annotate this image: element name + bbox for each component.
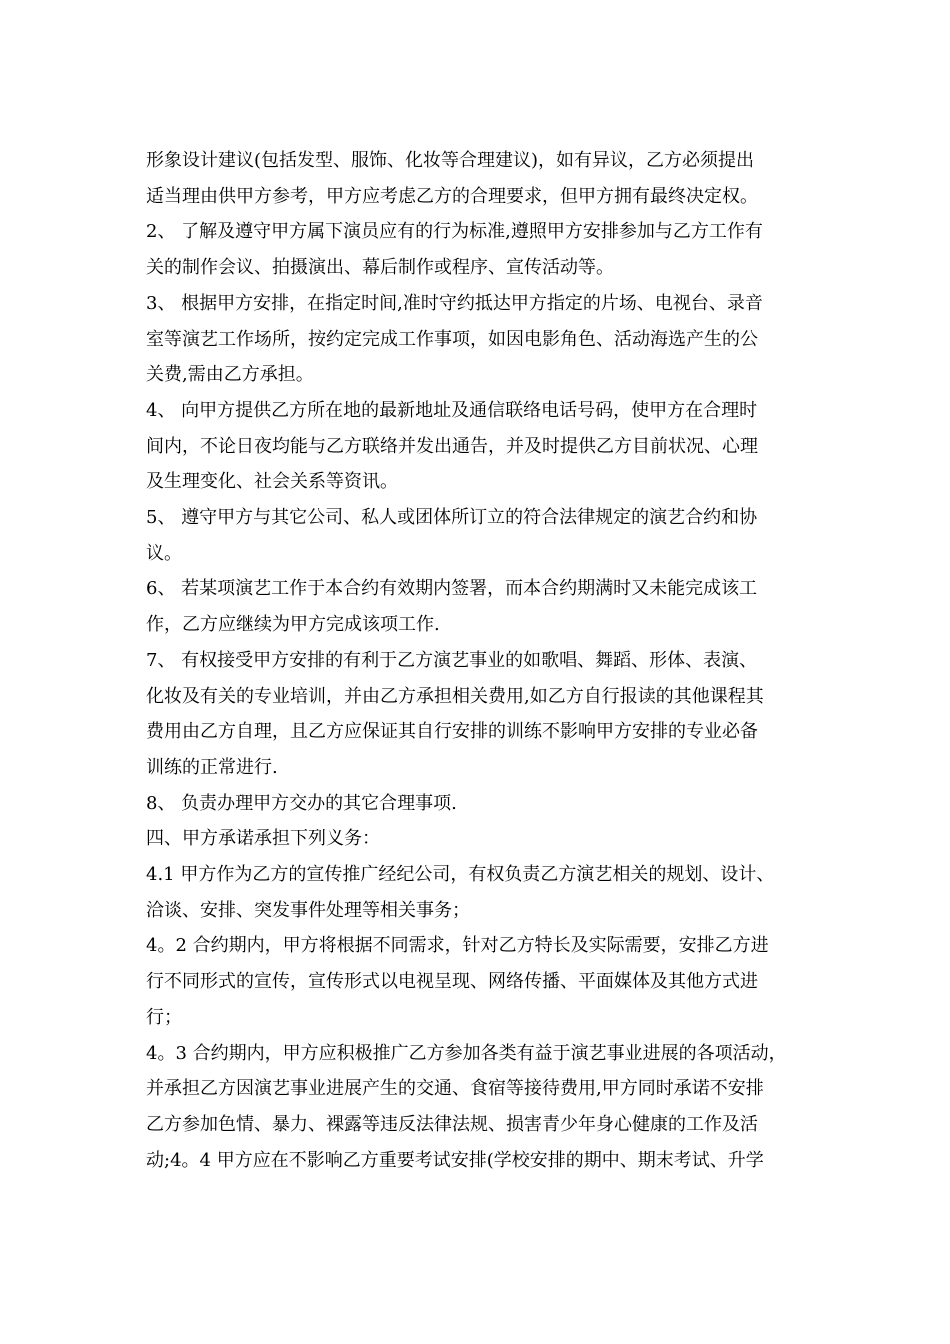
section-heading: 四、甲方承诺承担下列义务： bbox=[146, 828, 380, 850]
text-line: 作，乙方应继续为甲方完成该项工作. bbox=[146, 614, 440, 636]
text-line: 4。2 合约期内，甲方将根据不同需求，针对乙方特长及实际需要，安排乙方进 bbox=[146, 935, 769, 957]
text-line: 2、 了解及遵守甲方属下演员应有的行为标准,遵照甲方安排参加与乙方工作有 bbox=[146, 221, 763, 243]
text-line: 及生理变化、社会关系等资讯。 bbox=[146, 471, 398, 493]
text-line: 动;4。4 甲方应在不影响乙方重要考试安排(学校安排的期中、期末考试、升学 bbox=[146, 1149, 764, 1171]
text-line: 议。 bbox=[146, 542, 182, 564]
text-line: 行； bbox=[146, 1006, 182, 1028]
text-line: 室等演艺工作场所，按约定完成工作事项，如因电影角色、活动海选产生的公 bbox=[146, 328, 758, 350]
text-line: 3、 根据甲方安排，在指定时间,准时守约抵达甲方指定的片场、电视台、录音 bbox=[146, 292, 763, 314]
text-line: 6、 若某项演艺工作于本合约有效期内签署，而本合约期满时又未能完成该工 bbox=[146, 578, 758, 600]
text-line: 间内，不论日夜均能与乙方联络并发出通告，并及时提供乙方目前状况、心理 bbox=[146, 435, 758, 457]
document-body bbox=[146, 143, 816, 1178]
text-line: 关费,需由乙方承担。 bbox=[146, 364, 314, 386]
text-line: 形象设计建议(包括发型、服饰、化妆等合理建议)，如有异议，乙方必须提出 bbox=[146, 150, 755, 171]
text-line: 7、 有权接受甲方安排的有利于乙方演艺事业的如歌唱、舞蹈、形体、表演、 bbox=[146, 649, 758, 671]
text-line: 训练的正常进行. bbox=[146, 756, 278, 778]
text-line: 费用由乙方自理，且乙方应保证其自行安排的训练不影响甲方安排的专业必备 bbox=[146, 721, 758, 743]
text-line: 并承担乙方因演艺事业进展产生的交通、食宿等接待费用,甲方同时承诺不安排 bbox=[146, 1078, 764, 1100]
text-line: 洽谈、安排、突发事件处理等相关事务； bbox=[146, 899, 470, 921]
text-line: 化妆及有关的专业培训，并由乙方承担相关费用,如乙方自行报读的其他课程其 bbox=[146, 685, 764, 707]
text-line: 乙方参加色情、暴力、裸露等违反法律法规、损害青少年身心健康的工作及活 bbox=[146, 1113, 758, 1135]
text-line: 关的制作会议、拍摄演出、幕后制作或程序、宣传活动等。 bbox=[146, 257, 614, 279]
text-line: 4.1 甲方作为乙方的宣传推广经纪公司，有权负责乙方演艺相关的规划、设计、 bbox=[146, 864, 775, 886]
text-line: 4。3 合约期内，甲方应积极推广乙方参加各类有益于演艺事业进展的各项活动， bbox=[146, 1042, 787, 1064]
text-line: 适当理由供甲方参考，甲方应考虑乙方的合理要求，但甲方拥有最终决定权。 bbox=[146, 185, 758, 207]
text-line: 行不同形式的宣传，宣传形式以电视呈现、网络传播、平面媒体及其他方式进 bbox=[146, 971, 758, 993]
text-line: 4、 向甲方提供乙方所在地的最新地址及通信联络电话号码，使甲方在合理时 bbox=[146, 399, 758, 421]
text-line: 8、 负责办理甲方交办的其它合理事项. bbox=[146, 792, 457, 814]
text-line: 5、 遵守甲方与其它公司、私人或团体所订立的符合法律规定的演艺合约和协 bbox=[146, 507, 758, 529]
